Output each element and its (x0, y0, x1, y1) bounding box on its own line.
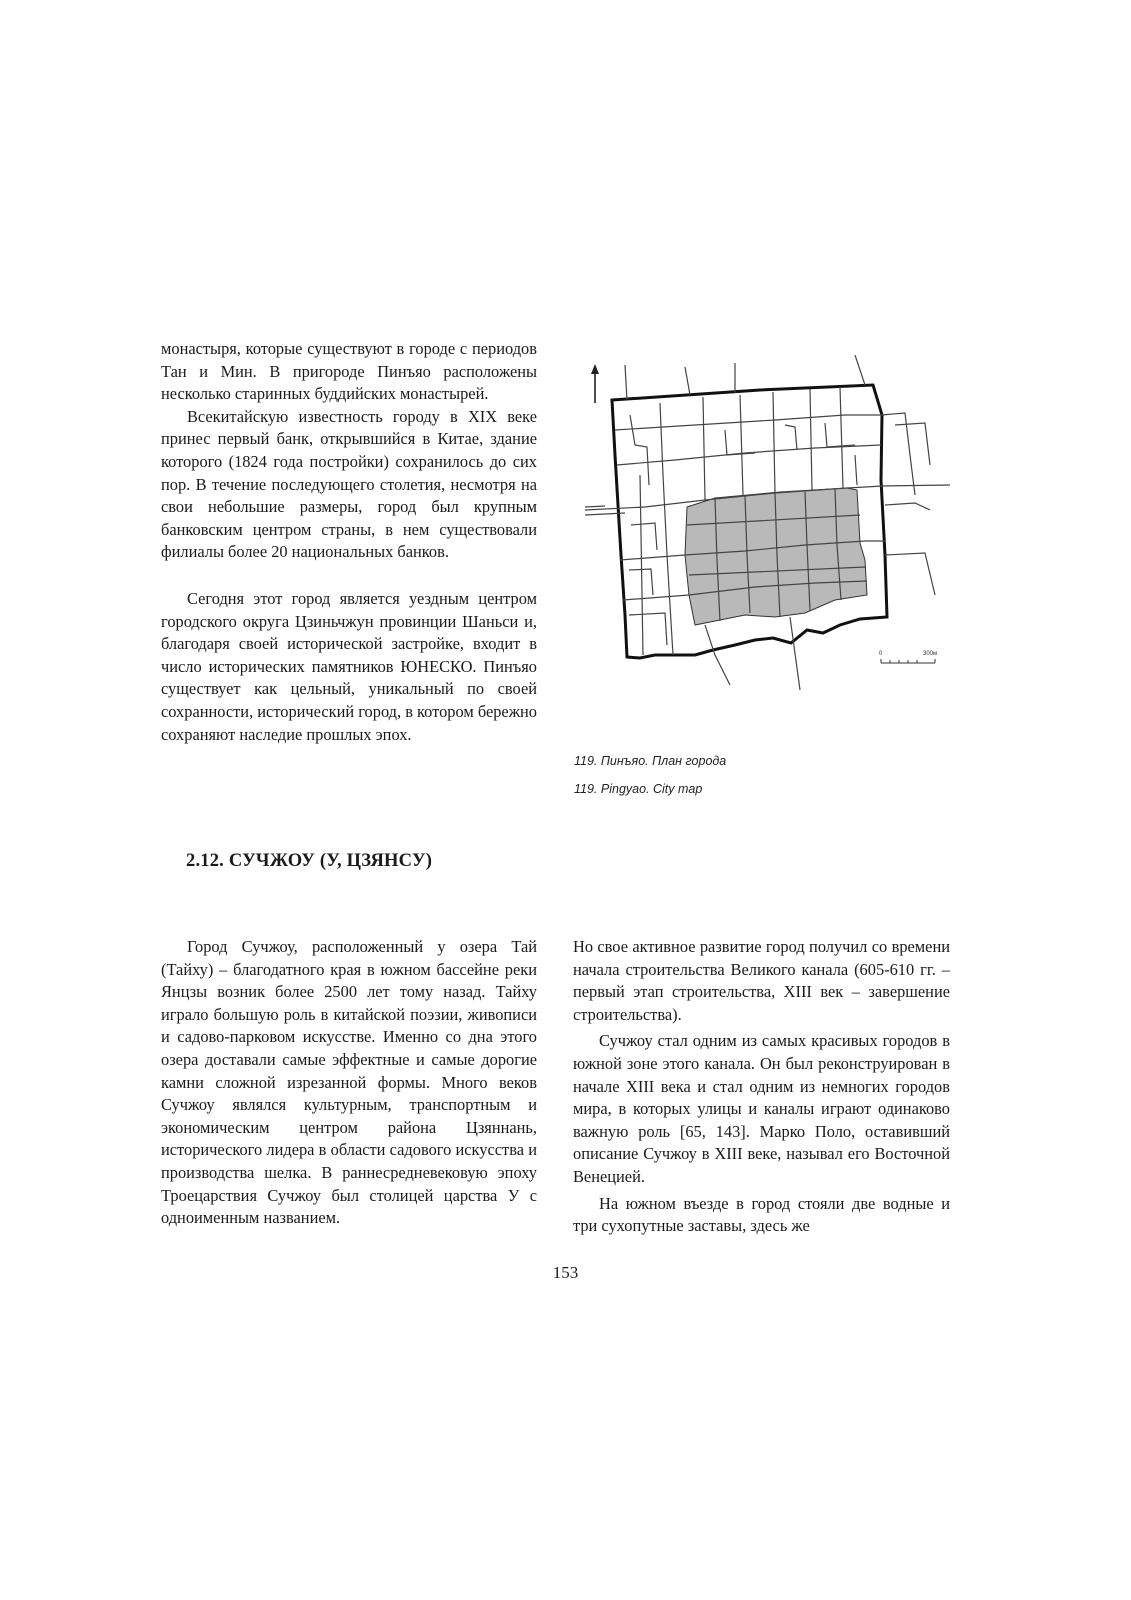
scale-bar (881, 659, 935, 663)
figure-caption-en: 119. Pingyao. City map (574, 782, 703, 796)
paragraph: монастыря, которые существуют в городе с периодов Тан и Мин. В пригороде Пинъяо расположены несколько старинных буддийских монастырей. (161, 339, 537, 404)
scale-label-start: 0 (879, 651, 883, 657)
paragraph: На южном въезде в город стояли две водные и три сухопутные заставы, здесь же (573, 1193, 950, 1236)
right-column-bottom (573, 936, 950, 1238)
paragraph: Сучжоу стал одним из самых красивых городов в южной зоне этого канала. Он был реконструирован в начале XIII века и стал одним из немногих городов мира, в которых улицы и каналы играют одинаково важную роль [65, 143]. Марко Поло, оставивший описание Сучжоу в XIII веке, называл его Восточной Венецией. (573, 1031, 950, 1186)
scale-label-end: 300м (923, 651, 938, 657)
page-number: 153 (552, 1263, 579, 1282)
city-map-figure (585, 355, 950, 690)
north-arrow-icon (591, 364, 599, 403)
paragraph: Сегодня этот город является уездным центром городского округа Цзиньчжун провинции Шаньси и, благодаря своей исторической застройке, входит в число исторических памятников ЮНЕСКО. Пинъяо существует как цельный, уникальный по своей сохранности, исторический город, в котором бережно сохраняют наследие прошлых эпох. (161, 588, 537, 744)
section-heading: 2.12. СУЧЖОУ (У, ЦЗЯНСУ) (186, 851, 433, 871)
left-column-top (161, 338, 537, 746)
paragraph: Но свое активное развитие город получил со времени начала строительства Великого канала (605-610 гг. – первый этап строительства, XIII век – завершение строительства). (573, 937, 950, 1024)
paragraph: Всекитайскую известность городу в XIX веке принес первый банк, открывшийся в Китае, здание которого (1824 года постройки) сохранилось до сих пор. В течение последующего столетия, несмотря на свои небольшие размеры, город был крупным банковским центром страны, в нем существовали филиалы более 20 национальных банков. (161, 406, 537, 562)
left-column-bottom (161, 936, 537, 1230)
paragraph: Город Сучжоу, расположенный у озера Тай (Тайху) – благодатного края в южном бассейне реки Янцзы возник более 2500 лет тому назад. Тайху играло большую роль в китайской поэзии, живописи и садово-парковом искусстве. Именно со дна этого озера доставали самые эффектные и самые дорогие камни сложной изрезанной формы. Много веков Сучжоу являлся культурным, транспортным и экономическим центром района Цзяннань, исторического лидера в области садового искусства и производства шелка. В раннесредневековую эпоху Троецарствия Сучжоу был столицей царства У с одноименным названием. (161, 937, 537, 1228)
figure-caption-ru: 119. Пинъяо. План города (574, 754, 727, 768)
